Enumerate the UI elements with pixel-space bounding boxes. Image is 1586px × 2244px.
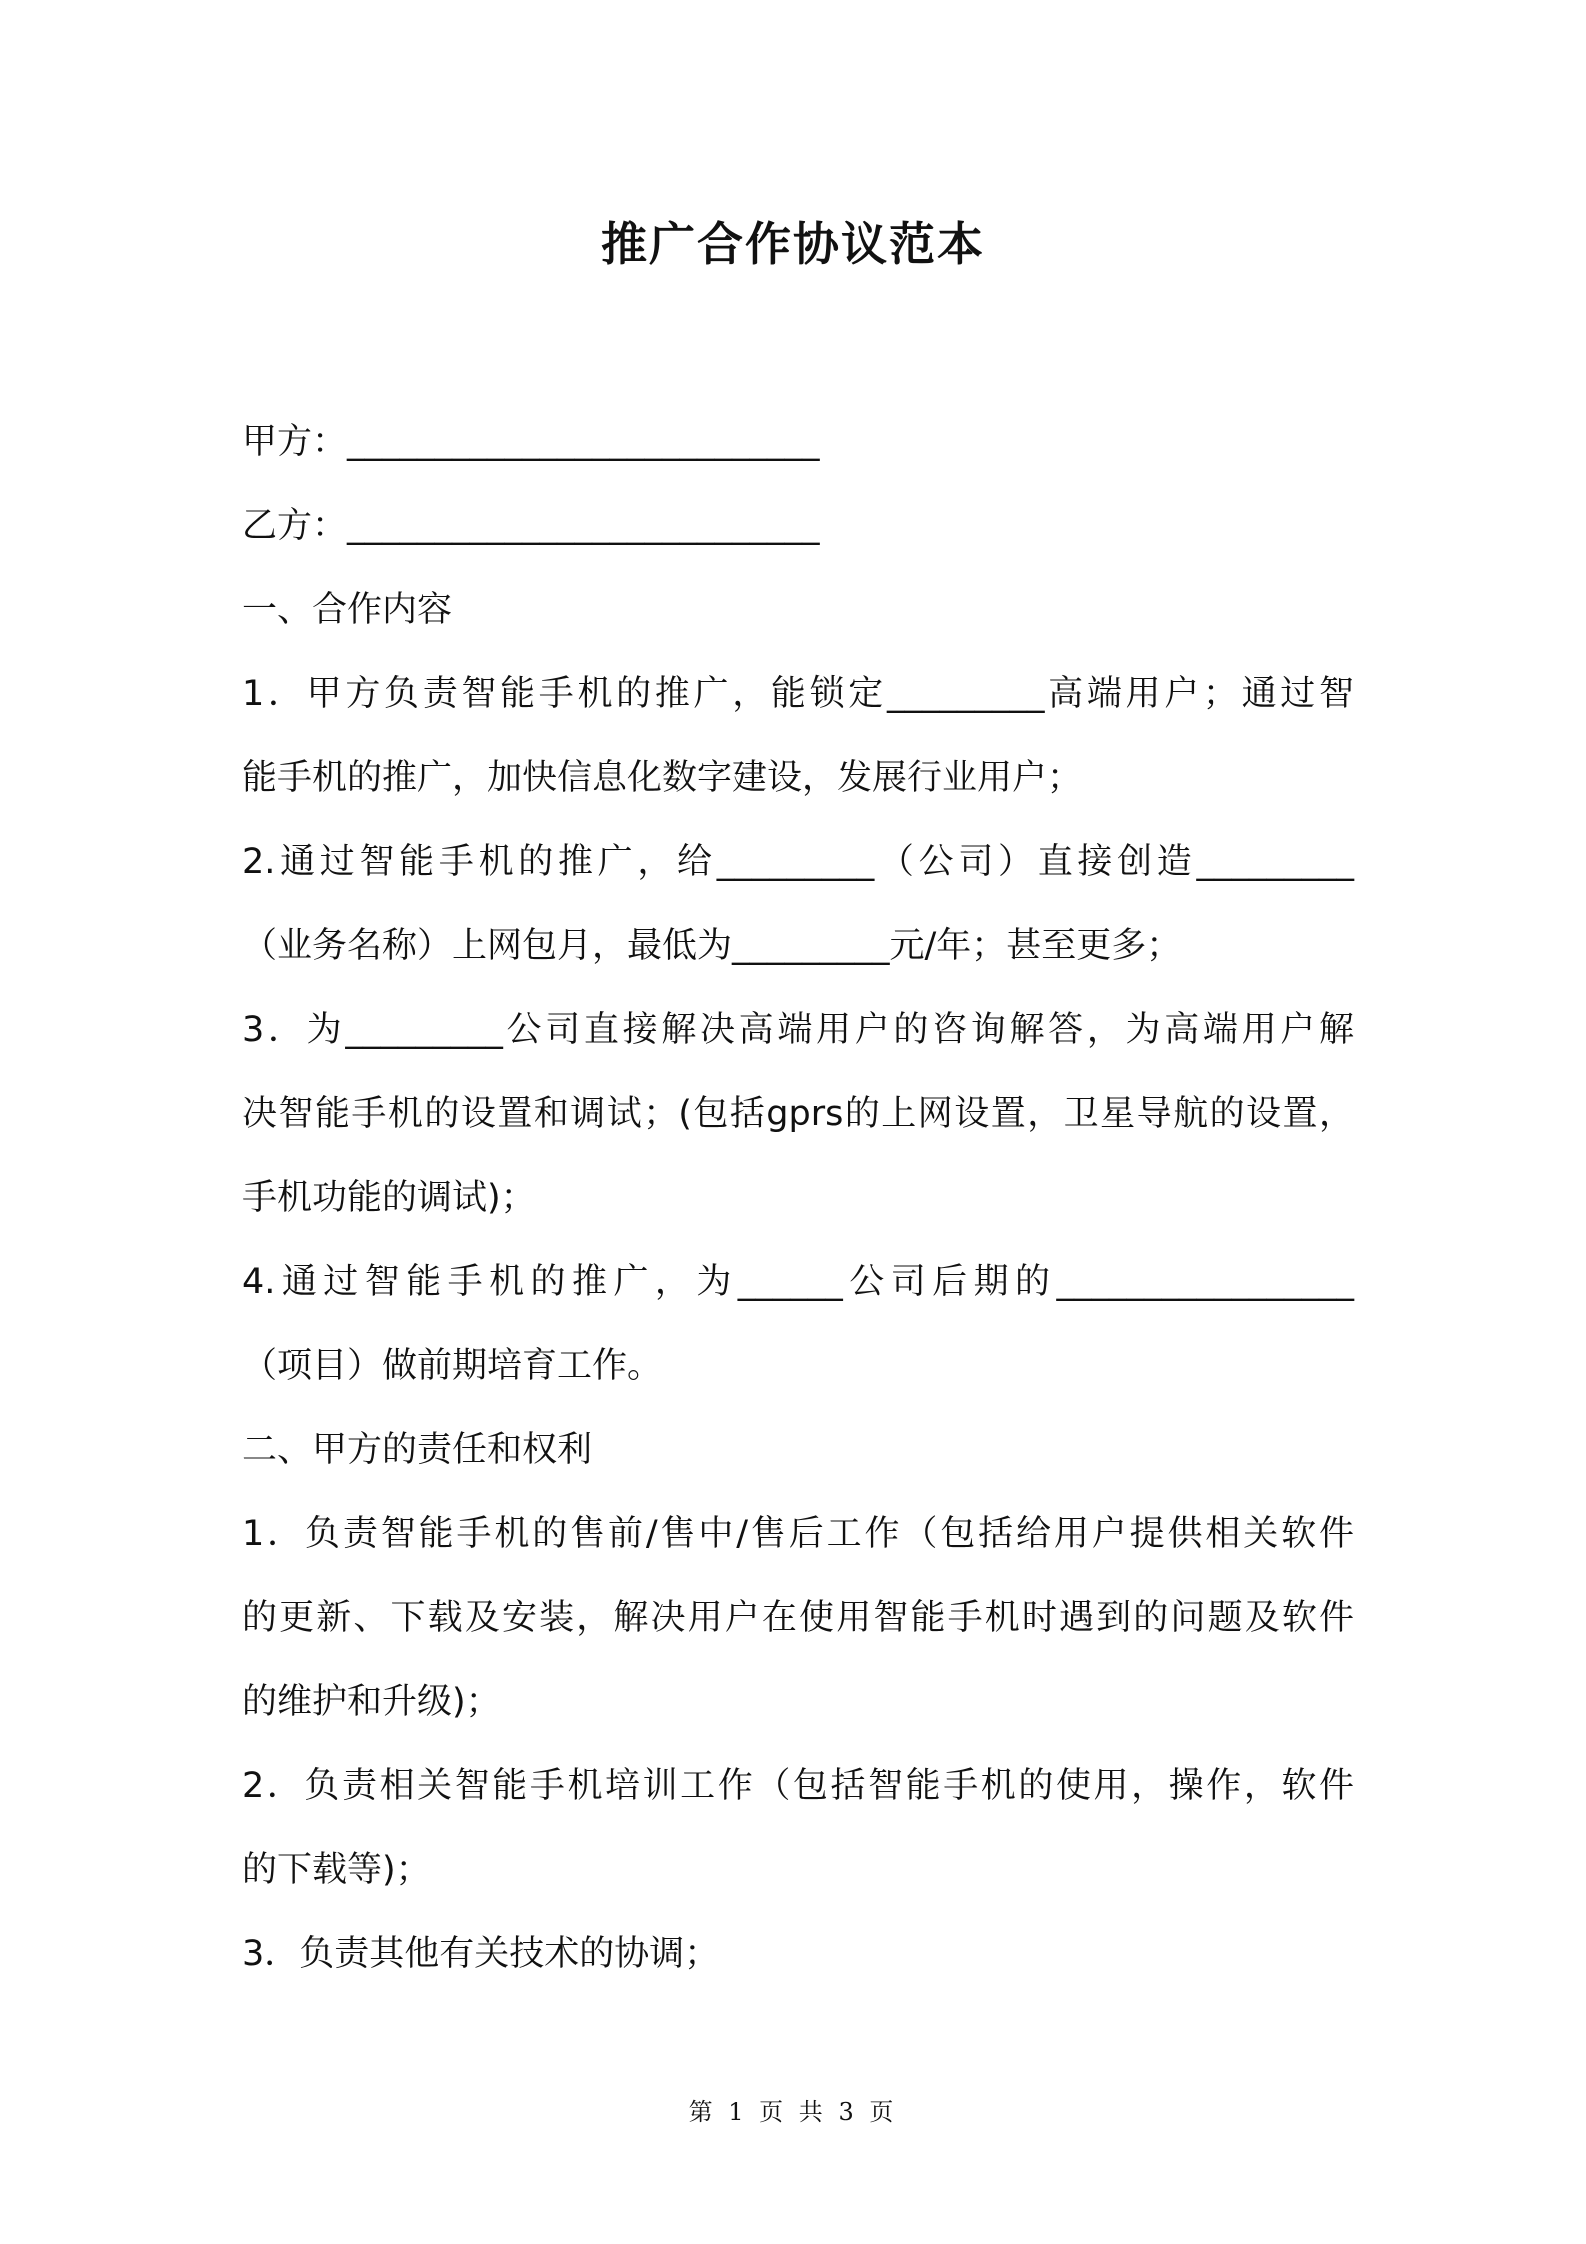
- document-body: [242, 400, 1354, 1996]
- paragraph-line: 1．甲方负责智能手机的推广，能锁定_________高端用户；通过智: [242, 674, 1354, 714]
- section-heading: 一、合作内容: [242, 590, 453, 630]
- paragraph-line: 1．负责智能手机的售前/售中/售后工作（包括给用户提供相关软件: [242, 1514, 1354, 1554]
- paragraph-line: 的更新、下载及安装，解决用户在使用智能手机时遇到的问题及软件: [242, 1598, 1354, 1638]
- paragraph-line: 决智能手机的设置和调试；(包括gprs的上网设置，卫星导航的设置，: [242, 1094, 1354, 1134]
- paragraph-line: 3．为_________公司直接解决高端用户的咨询解答，为高端用户解: [242, 1010, 1354, 1050]
- paragraph-line: 2．负责相关智能手机培训工作（包括智能手机的使用，操作，软件: [242, 1766, 1354, 1806]
- document-title: 推广合作协议范本: [601, 217, 985, 271]
- paragraph-line: 的维护和升级)；: [242, 1682, 501, 1722]
- section-heading: 二、甲方的责任和权利: [242, 1430, 593, 1470]
- party-b-line: 乙方：___________________________: [242, 506, 820, 546]
- paragraph-line: 4.通过智能手机的推广，为______公司后期的_________________: [242, 1262, 1354, 1302]
- paragraph-line: 手机功能的调试)；: [242, 1178, 536, 1218]
- paragraph-line: 能手机的推广，加快信息化数字建设，发展行业用户；: [242, 758, 1083, 798]
- paragraph-line: （项目）做前期培育工作。: [242, 1346, 663, 1386]
- page-footer: 第 1 页 共 3 页: [688, 2098, 898, 2126]
- party-a-line: 甲方：___________________________: [242, 422, 820, 462]
- paragraph-line: 2.通过智能手机的推广，给_________（公司）直接创造_________: [242, 842, 1354, 882]
- paragraph-line: （业务名称）上网包月，最低为_________元/年；甚至更多；: [242, 926, 1182, 966]
- paragraph-line: 的下载等)；: [242, 1850, 431, 1890]
- paragraph-line: 3．负责其他有关技术的协调；: [242, 1934, 720, 1974]
